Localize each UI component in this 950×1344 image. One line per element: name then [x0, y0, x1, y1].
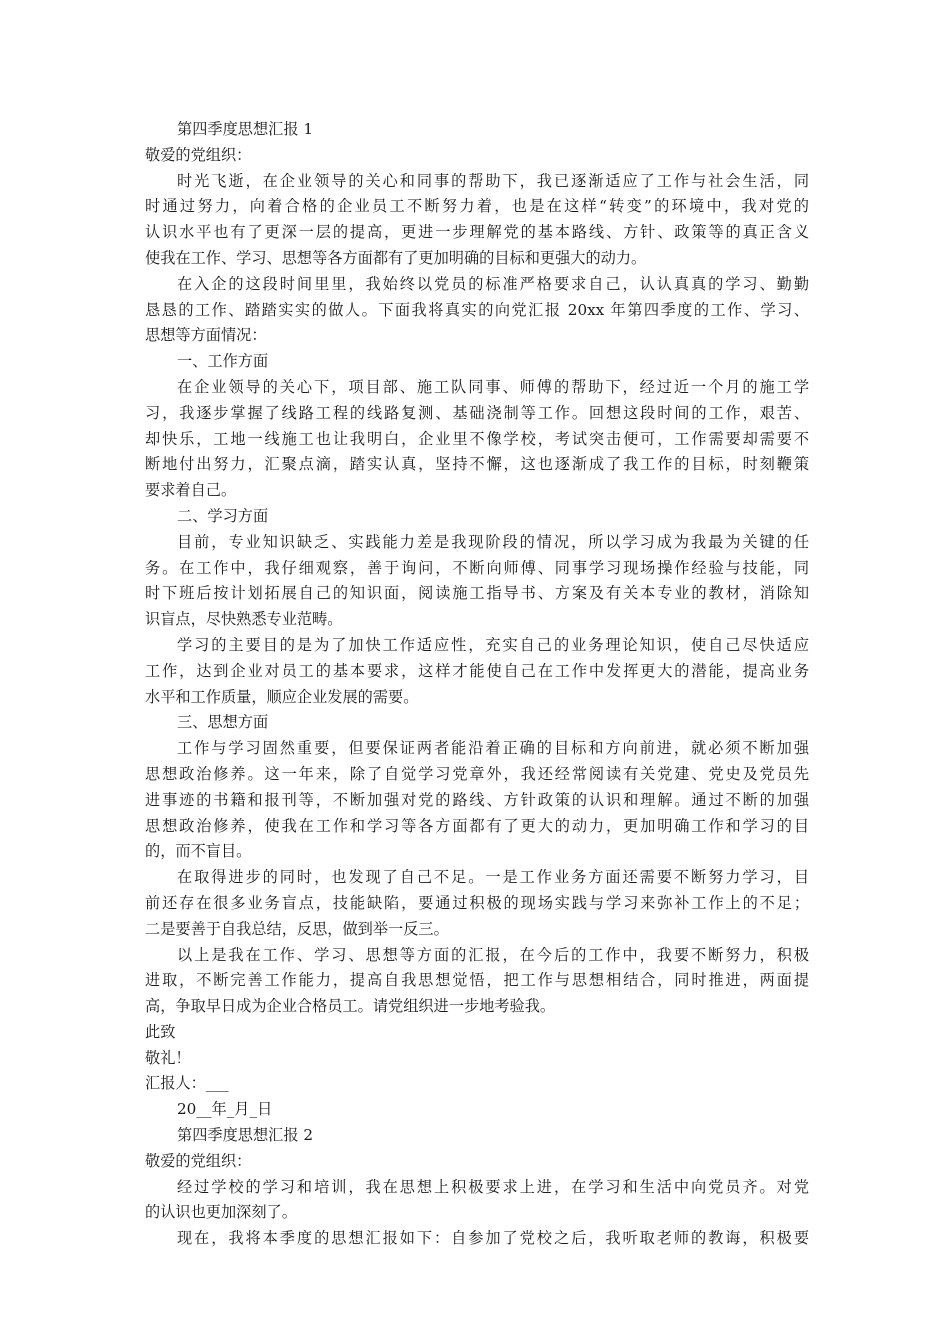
- text-line: 此致: [145, 1022, 176, 1041]
- text-line: 却快乐，工地一线施工也让我明白，企业里不像学校，考试突击便可，工作需要却需要不: [145, 429, 809, 448]
- text-line: 进取，不断完善工作能力，提高自我思想觉悟，把工作与思想相结合，同时推进，两面提: [145, 971, 809, 990]
- text-line: 水平和工作质量，顺应企业发展的需要。: [145, 687, 419, 706]
- text-line: 思想等方面情况：: [145, 326, 267, 345]
- text-line: 时通过努力，向着合格的企业员工不断努力着，也是在这样“转变”的环境中，我对党的: [145, 197, 809, 216]
- text-line: 务。在工作中，我仔细观察，善于询问，不断向师傅、同事学习现场操作经验与技能，同: [145, 558, 809, 577]
- text-line: 敬礼！: [145, 1048, 191, 1067]
- text-line: 思想政治修养。这一年来，除了自觉学习党章外，我还经常阅读有关党建、党史及党员先: [145, 764, 809, 783]
- text-line: 以上是我在工作、学习、思想等方面的汇报，在今后的工作中，我要不断努力，积极: [177, 945, 809, 964]
- text-line: 汇报人：___: [145, 1074, 229, 1093]
- text-line: 要求着自己。: [145, 481, 237, 500]
- text-line: 工作与学习固然重要，但要保证两者能沿着正确的目标和方向前进，就必须不断加强: [177, 739, 809, 758]
- text-line: 时下班后按计划拓展自己的知识面，阅读施工指导书、方案及有关本专业的教材，消除知: [145, 584, 809, 603]
- text-line: 20__年_月_日: [177, 1100, 273, 1119]
- text-line: 的认识也更加深刻了。: [145, 1203, 297, 1222]
- text-line: 使我在工作、学习、思想等各方面都有了更加明确的目标和更强大的动力。: [145, 248, 647, 267]
- text-line: 进事迹的书籍和报刊等，不断加强对党的路线、方针政策的认识和理解。通过不断的加强: [145, 790, 809, 809]
- text-line: 时光飞逝，在企业领导的关心和同事的帮助下，我已逐渐适应了工作与社会生活，同: [177, 171, 809, 190]
- text-line: 二是要善于自我总结，反思，做到举一反三。: [145, 919, 449, 938]
- text-line: 第四季度思想汇报 2: [177, 1126, 313, 1145]
- text-line: 习，我逐步掌握了线路工程的线路复测、基础浇制等工作。回想这段时间的工作，艰苦、: [145, 403, 809, 422]
- text-line: 思想政治修养，使我在工作和学习等各方面都有了更大的动力，更加明确工作和学习的目: [145, 816, 809, 835]
- text-line: 在取得进步的同时，也发现了自己不足。一是工作业务方面还需要不断努力学习，目: [177, 868, 809, 887]
- text-line: 前还存在很多业务盲点，技能缺陷，要通过积极的现场实践与学习来弥补工作上的不足；: [145, 893, 809, 912]
- text-line: 在企业领导的关心下，项目部、施工队同事、师傅的帮助下，经过近一个月的施工学: [177, 377, 809, 396]
- text-line: 高，争取早日成为企业合格员工。请党组织进一步地考验我。: [145, 997, 556, 1016]
- text-line: 现在，我将本季度的思想汇报如下：自参加了党校之后，我听取老师的教诲，积极要: [177, 1229, 809, 1248]
- text-line: 敬爱的党组织：: [145, 145, 252, 164]
- text-line: 工作，达到企业对员工的基本要求，这样才能使自己在工作中发挥更大的潜能，提高业务: [145, 661, 809, 680]
- text-line: 认识水平也有了更深一层的提高，更进一步理解党的基本路线、方针、政策等的真正含义: [145, 223, 809, 242]
- text-line: 二、学习方面: [177, 506, 269, 525]
- text-line: 第四季度思想汇报 1: [177, 120, 313, 138]
- text-line: 经过学校的学习和培训，我在思想上积极要求上进，在学习和生活中向党员齐。对党: [177, 1177, 809, 1196]
- text-line: 恳恳的工作、踏踏实实的做人。下面我将真实的向党汇报 20xx 年第四季度的工作、学习、: [145, 300, 809, 319]
- text-line: 三、思想方面: [177, 713, 269, 732]
- text-line: 敬爱的党组织：: [145, 1151, 252, 1170]
- document-body: [145, 117, 809, 1252]
- text-line: 学习的主要目的是为了加快工作适应性，充实自己的业务理论知识，使自己尽快适应: [177, 635, 809, 654]
- text-line: 一、工作方面: [177, 352, 269, 371]
- text-line: 断地付出努力，汇聚点滴，踏实认真，坚持不懈，这也逐渐成了我工作的目标，时刻鞭策: [145, 455, 809, 474]
- text-line: 的，而不盲目。: [145, 842, 252, 861]
- text-line: 识盲点，尽快熟悉专业范畴。: [145, 610, 343, 629]
- text-line: 目前，专业知识缺乏、实践能力差是我现阶段的情况，所以学习成为我最为关键的任: [177, 532, 809, 551]
- text-line: 在入企的这段时间里里，我始终以党员的标准严格要求自己，认认真真的学习、勤勤: [177, 274, 809, 293]
